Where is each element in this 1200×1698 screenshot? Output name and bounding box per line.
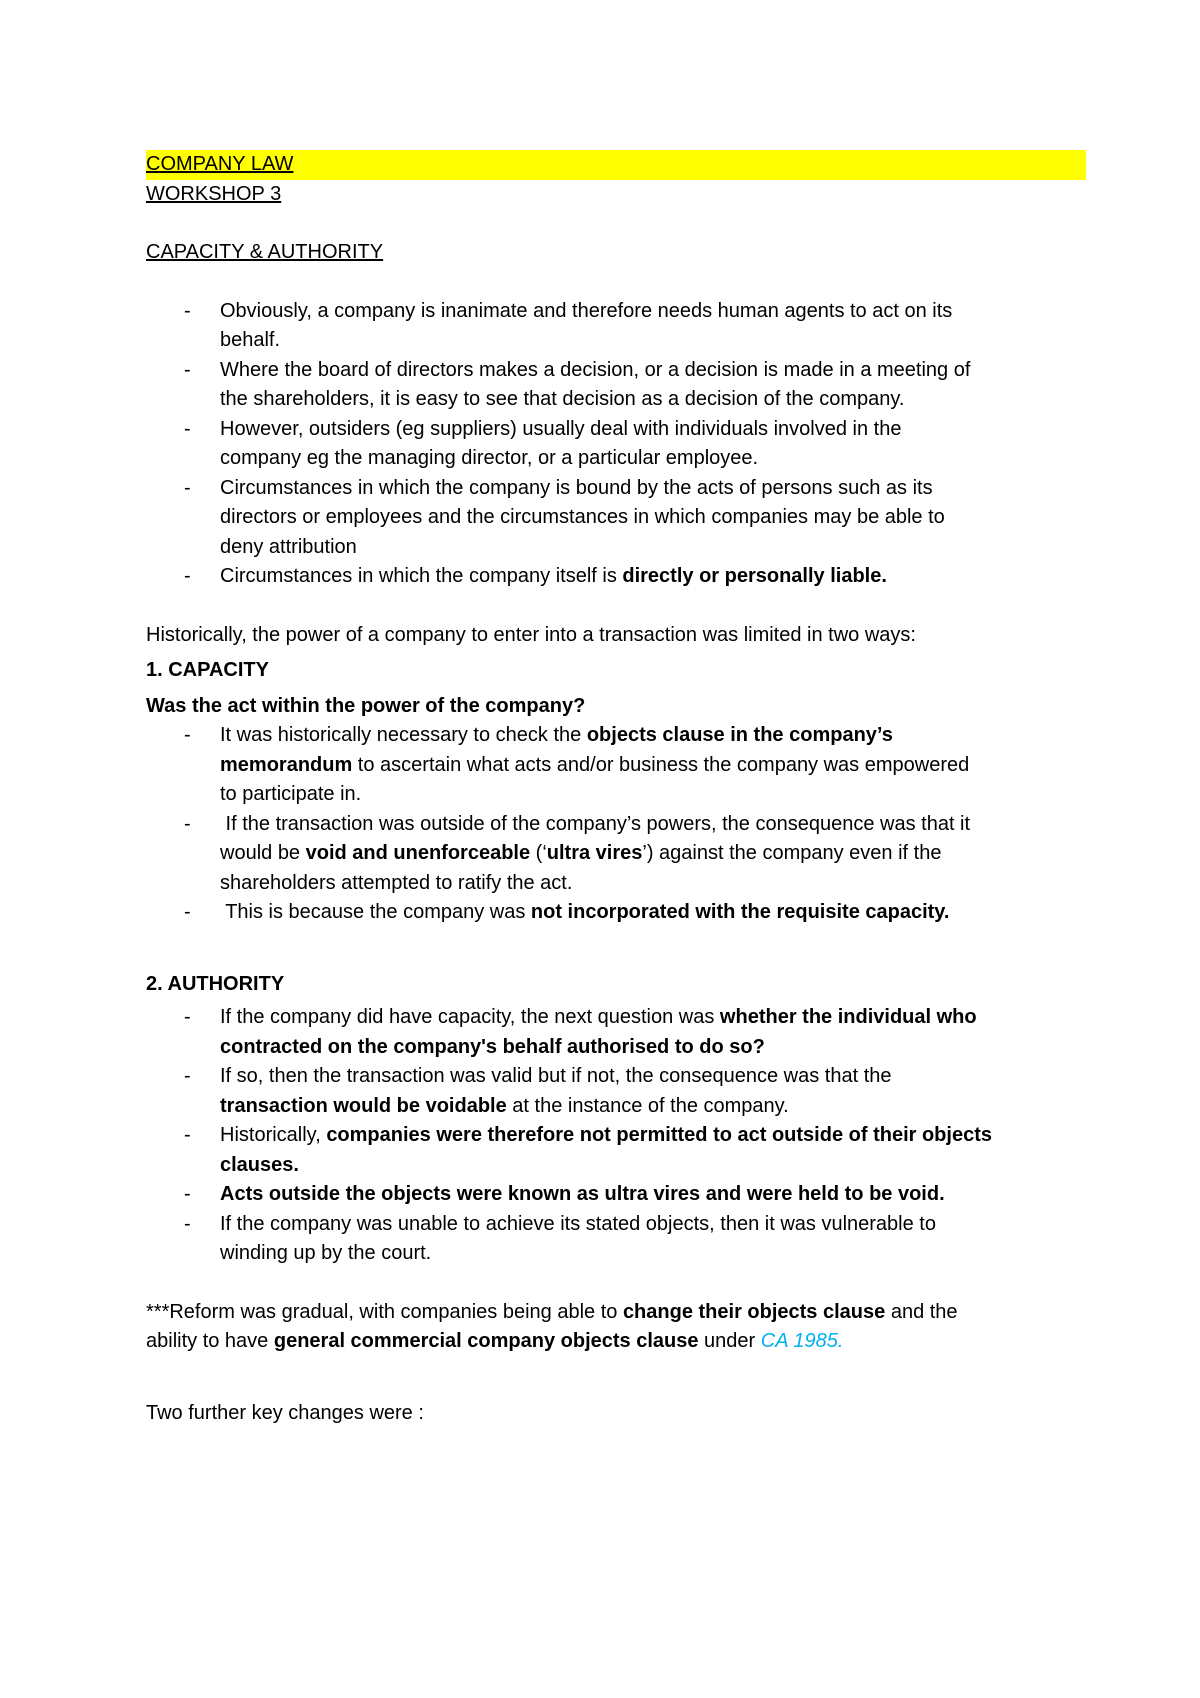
dash-bullet: - xyxy=(184,724,191,746)
list-item xyxy=(146,297,1086,356)
capacity-bullet-3 xyxy=(220,898,1086,928)
text-run: Historically, xyxy=(220,1124,327,1146)
list-item xyxy=(146,1062,1086,1121)
dash-bullet: - xyxy=(184,1212,191,1235)
list-item xyxy=(146,356,1086,415)
intro-bullet-5-bold: directly or personally liable. xyxy=(622,565,887,587)
reform-line-2 xyxy=(146,1327,1086,1357)
dash-bullet: - xyxy=(184,1124,191,1146)
capacity-bullet-2-line-1: If the transaction was outside of the company’s powers, the consequence was that it xyxy=(220,812,971,835)
authority-bullet-2-line-2 xyxy=(220,1092,1086,1122)
intro-bullet-1-line-1: Obviously, a company is inanimate and therefore needs human agents to act on its xyxy=(220,299,953,322)
authority-bullet-list xyxy=(146,1003,1086,1269)
bold-run: change their objects clause xyxy=(622,1300,886,1323)
dash-bullet: - xyxy=(184,417,191,440)
text-run: under xyxy=(698,1330,761,1352)
bold-run: not incorporated with the requisite capacity. xyxy=(530,901,950,923)
intro-bullet-list xyxy=(146,297,1086,592)
list-item xyxy=(146,810,1086,899)
intro-bullet-4-line-3: deny attribution xyxy=(220,535,357,558)
doc-title: COMPANY LAW xyxy=(146,150,1086,180)
authority-bullet-1-line-1 xyxy=(220,1003,1086,1033)
capacity-question: Was the act within the power of the company? xyxy=(146,694,586,717)
text-run: to ascertain what acts and/or business the company was empowered xyxy=(352,753,970,776)
capacity-bullet-1-line-1 xyxy=(220,721,1086,751)
authority-bullet-4: Acts outside the objects were known as ultra vires and were held to be void. xyxy=(220,1183,945,1205)
text-run: would be xyxy=(220,842,306,864)
capacity-bullet-2-line-3: shareholders attempted to ratify the act. xyxy=(220,871,573,894)
further-changes-text: Two further key changes were : xyxy=(146,1401,424,1424)
text-run: ’) against the company even if the xyxy=(642,842,942,864)
text-run: ***Reform was gradual, with companies being able to xyxy=(146,1300,623,1323)
text-run: (‘ xyxy=(530,842,547,864)
bold-run: void and unenforceable xyxy=(305,842,531,864)
doc-subtitle: WORKSHOP 3 xyxy=(146,182,282,205)
dash-bullet: - xyxy=(184,565,191,587)
list-item xyxy=(146,898,1086,928)
dash-bullet: - xyxy=(184,901,191,923)
bold-run: whether the individual who xyxy=(719,1006,977,1028)
list-item xyxy=(146,1121,1086,1180)
dash-bullet: - xyxy=(184,358,191,381)
list-item xyxy=(146,1180,1086,1210)
authority-bullet-1-line-2: contracted on the company's behalf authorised to do so? xyxy=(220,1035,765,1058)
capacity-heading: 1. CAPACITY xyxy=(146,659,269,681)
intro-bullet-4-line-1: Circumstances in which the company is bound by the acts of persons such as its xyxy=(220,476,933,499)
intro-bullet-5-text: Circumstances in which the company itself is xyxy=(220,565,623,587)
list-item xyxy=(146,1003,1086,1062)
text-run: This is because the company was xyxy=(220,901,531,923)
dash-bullet: - xyxy=(184,1065,191,1087)
capacity-bullet-1-line-2 xyxy=(220,751,1086,781)
text-run: If the company did have capacity, the next question was xyxy=(220,1006,720,1028)
text-run: and the xyxy=(885,1300,958,1323)
capacity-bullet-1-line-3: to participate in. xyxy=(220,783,362,805)
list-item xyxy=(146,721,1086,810)
dash-bullet: - xyxy=(184,1006,191,1028)
bold-run: companies were therefore not permitted to act outside of their objects xyxy=(326,1124,992,1146)
authority-bullet-5-line-2: winding up by the court. xyxy=(220,1242,432,1264)
section-heading: CAPACITY & AUTHORITY xyxy=(146,241,384,263)
intro-bullet-2-line-2: the shareholders, it is easy to see that decision as a decision of the company. xyxy=(220,388,905,410)
list-item xyxy=(146,1210,1086,1269)
dash-bullet: - xyxy=(184,299,191,322)
ca-1985-reference[interactable]: CA 1985. xyxy=(760,1330,844,1352)
reform-line-1 xyxy=(146,1298,1086,1328)
bold-run: general commercial company objects clause xyxy=(273,1330,699,1352)
dash-bullet: - xyxy=(184,812,191,835)
intro-bullet-5 xyxy=(220,562,1086,592)
intro-bullet-3-line-1: However, outsiders (eg suppliers) usually deal with individuals involved in the xyxy=(220,417,902,440)
text-run: ability to have xyxy=(146,1330,274,1352)
authority-bullet-3-line-2: clauses. xyxy=(220,1153,299,1176)
bold-run: ultra vires xyxy=(546,842,643,864)
intro-bullet-4-line-2: directors or employees and the circumstances in which companies may be able to xyxy=(220,506,945,528)
bold-run: transaction would be voidable xyxy=(220,1094,507,1117)
text-run: It was historically necessary to check the xyxy=(220,724,587,746)
authority-heading: 2. AUTHORITY xyxy=(146,972,285,995)
list-item xyxy=(146,474,1086,563)
authority-bullet-5-line-1: If the company was unable to achieve its stated objects, then it was vulnerable to xyxy=(220,1212,936,1235)
dash-bullet: - xyxy=(184,476,191,499)
capacity-bullet-list xyxy=(146,721,1086,928)
dash-bullet: - xyxy=(184,1183,191,1205)
authority-bullet-3-line-1 xyxy=(220,1121,1086,1151)
list-item xyxy=(146,562,1086,592)
list-item xyxy=(146,415,1086,474)
bold-run: memorandum xyxy=(220,753,353,776)
intro-bullet-3-line-2: company eg the managing director, or a particular employee. xyxy=(220,447,759,469)
text-run: at the instance of the company. xyxy=(506,1094,789,1117)
document-body xyxy=(146,150,1086,1428)
historical-intro: Historically, the power of a company to enter into a transaction was limited in two ways: xyxy=(146,623,916,646)
authority-bullet-2-line-1: If so, then the transaction was valid but if not, the consequence was that the xyxy=(220,1065,892,1087)
capacity-bullet-2-line-2 xyxy=(220,839,1086,869)
intro-bullet-1-line-2: behalf. xyxy=(220,329,281,351)
bold-run: objects clause in the company’s xyxy=(586,724,893,746)
intro-bullet-2-line-1: Where the board of directors makes a decision, or a decision is made in a meeting of xyxy=(220,358,971,381)
